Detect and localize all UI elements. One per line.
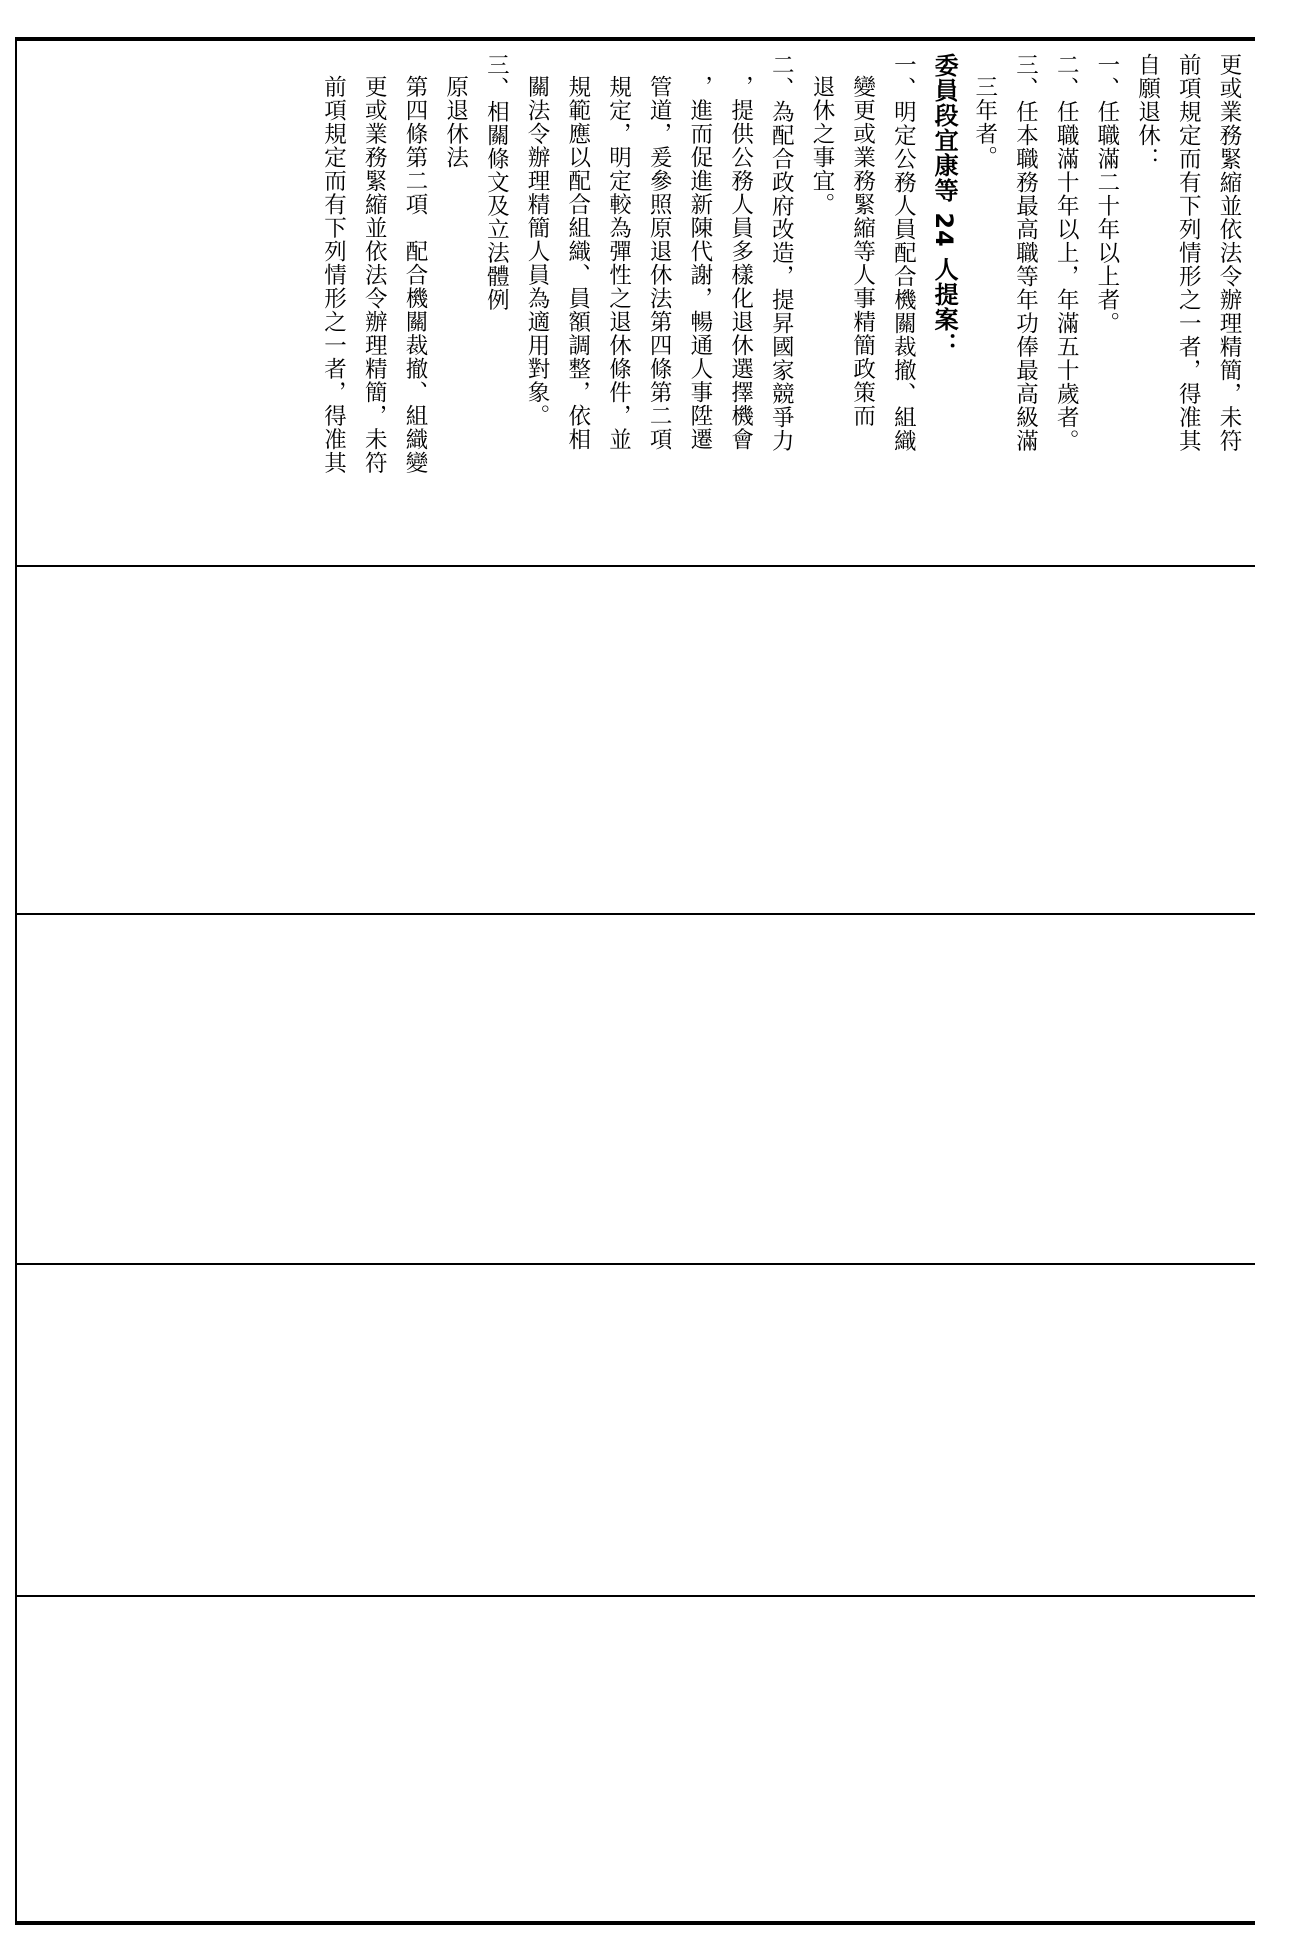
text-line: 一、任職滿二十年以上者。 [1093,53,1120,335]
text-line: ，提供公務人員多樣化退休選擇機會 [727,75,754,451]
text-line: ，進而促進新陳代謝，暢通人事陞遷 [686,75,713,451]
table-row [17,1265,1255,1595]
text-line: 三、任本職務最高職等年功俸最高級滿 [1012,53,1039,453]
section-heading: 委員段宜康等 24 人提案： [930,53,959,358]
text-line: 一、明定公務人員配合機關裁撤、組織 [890,53,917,453]
text-line: 自願退休： [1134,53,1161,171]
text-line: 第四條第二項 配合機關裁撤、組織變 [401,75,428,475]
text-line: 管道，爰參照原退休法第四條第二項 [646,75,673,451]
text-line: 規定，明定較為彈性之退休條件，並 [605,75,632,451]
table-bottom-border [15,1921,1255,1925]
text-line: 二、為配合政府改造，提昇國家競爭力 [768,53,795,453]
text-line: 關法令辦理精簡人員為適用對象。 [524,75,551,428]
table-row [17,915,1255,1263]
text-line: 原退休法 [442,75,469,169]
text-line: 前項規定而有下列情形之一者，得准其 [1175,53,1202,453]
text-line: 二、任職滿十年以上，年滿五十歲者。 [1053,53,1080,453]
table-row [17,567,1255,913]
text-line: 更或業務緊縮並依法令辦理精簡，未符 [361,75,388,475]
text-line: 前項規定而有下列情形之一者，得准其 [320,75,347,475]
row-text [313,53,1249,565]
table-row [17,41,1255,565]
table-row [17,1597,1255,1921]
text-line: 三年者。 [971,75,998,169]
text-line: 規範應以配合組織、員額調整，依相 [564,75,591,451]
text-line: 三、相關條文及立法體例 [483,53,510,312]
text-line: 變更或業務緊縮等人事精簡政策而 [849,75,876,428]
document-table [15,37,1255,1925]
text-line: 退休之事宜。 [808,75,835,216]
text-line: 更或業務緊縮並依法令辦理精簡，未符 [1216,53,1242,453]
